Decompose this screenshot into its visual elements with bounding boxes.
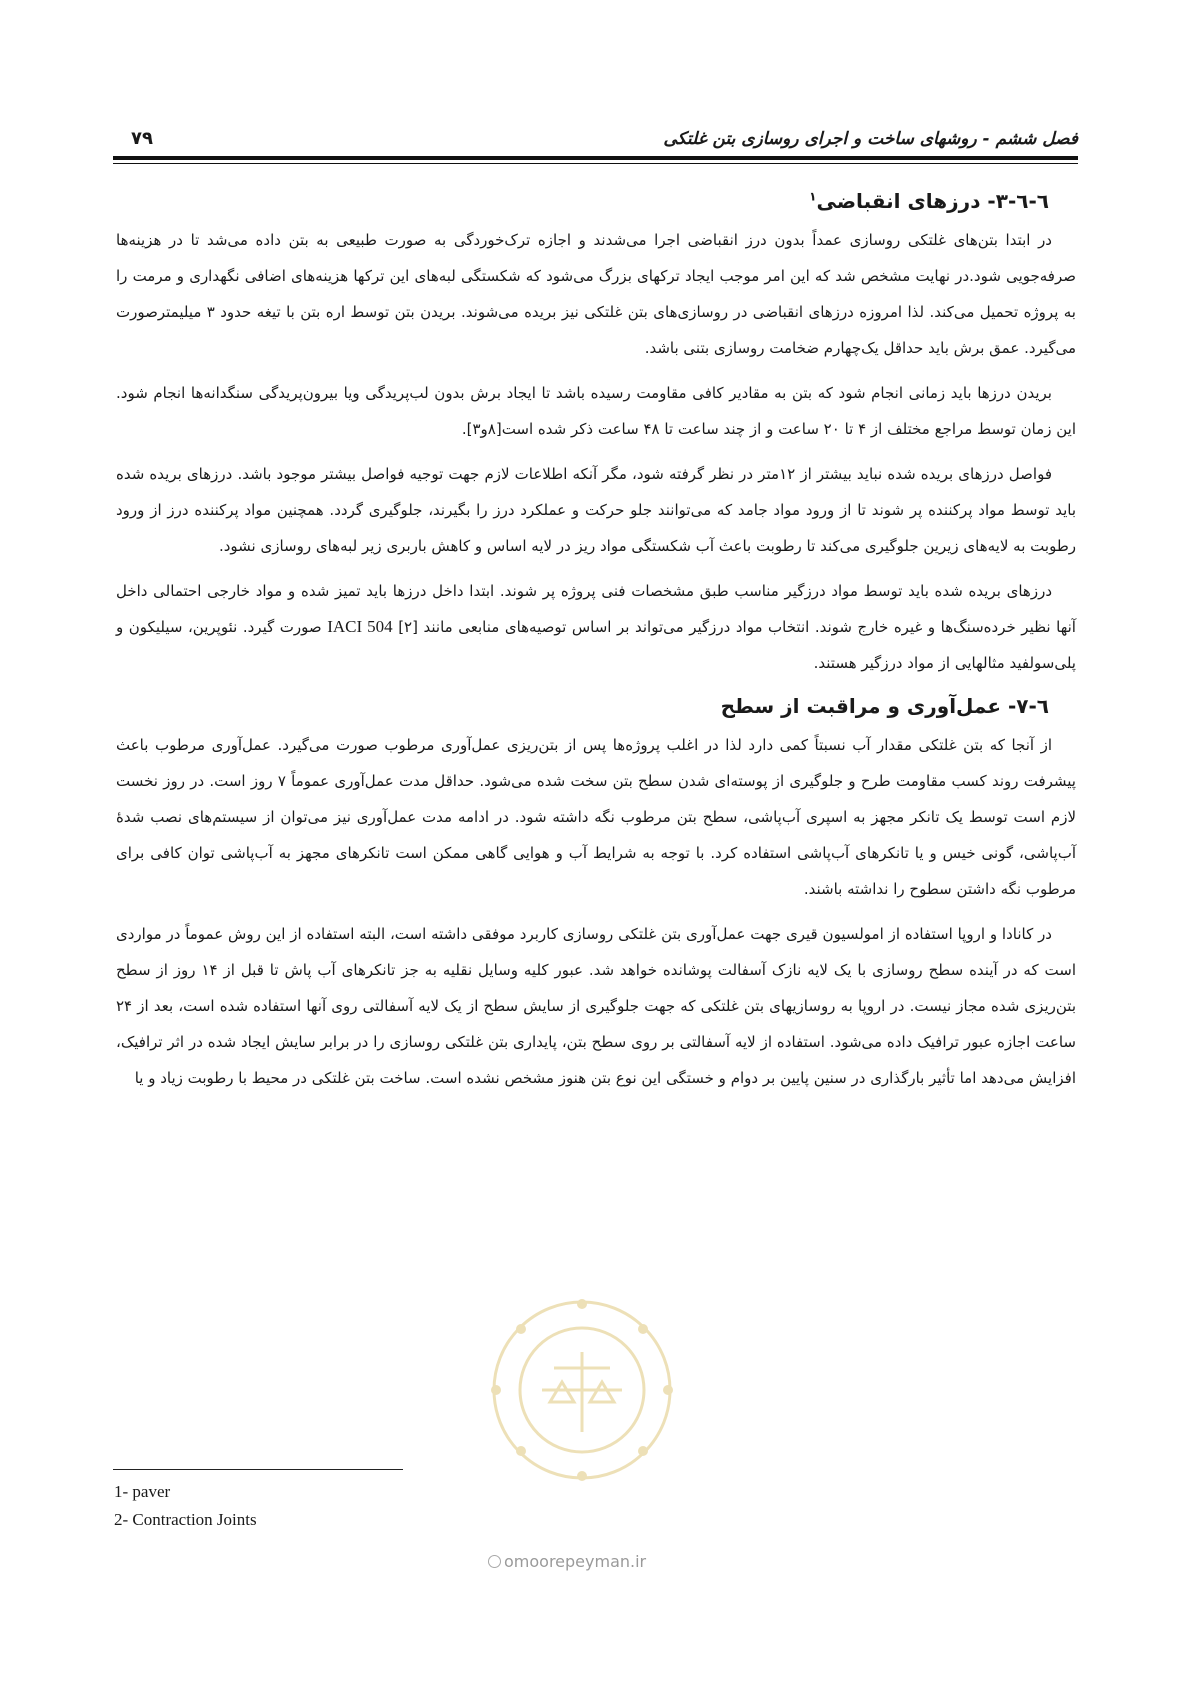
section-heading-curing: ٦-٧- عمل‌آوری و مراقبت از سطح — [720, 694, 1049, 718]
paragraph: از آنجا که بتن غلتکی مقدار آب نسبتاً کمی دارد لذا در اغلب پروژه‌ها پس از بتن‌ریزی عمل‌آوری مرطوب صورت می‌گیرد. عمل‌آوری مرطوب باعث پیشرفت روند کسب مقاومت طرح و جلوگیری از پوسته‌ای شدن سطح بتن سخت شده می‌شود. حداقل مدت عمل‌آوری عموماً ۷ روز است. در روز نخست لازم است توسط یک تانکر مجهز به اسپری آب‌پاشی، سطح بتن مرطوب نگه داشته شود. در ادامه مدت عمل‌آوری نیز می‌توان از سیستم‌های نصب شدهٔ آب‌پاشی، گونی خیس و یا تانکرهای آب‌پاشی استفاده کرد. با توجه به شرایط آب و هوایی گاهی ممکن است تانکرهای مجهز به آب‌پاشی توان کافی برای مرطوب نگه داشتن سطوح را نداشته باشند. — [116, 736, 1076, 898]
paragraph: در کانادا و اروپا استفاده از امولسیون قیری جهت عمل‌آوری بتن غلتکی روسازی کاربرد موفقی داشته است، البته استفاده از این روش عموماً در مواردی است که در آینده سطح روسازی با یک لایه نازک آسفالت پوشانده خواهد شد. عبور کلیه وسایل نقلیه به جز تانکرهای آب پاش تا قبل از ۱۴ روز از سطح بتن‌ریزی شده مجاز نیست. در اروپا به روسازیهای بتن غلتکی که جهت جلوگیری از سایش سطح از یک لایه آسفالتی روی آنها استفاده شده است، بعد از ۲۴ ساعت اجازه عبور ترافیک داده می‌شود. استفاده از لایه آسفالتی بر روی سطح بتن، پایداری بتن غلتکی روسازی را در برابر سایش ایجاد شده در اثر ترافیک، افزایش می‌دهد اما تأثیر بارگذاری در سنین پایین بر دوام و خستگی این نوع بتن هنوز مشخص نشده است. ساخت بتن غلتکی در محیط با رطوبت زیاد و یا — [116, 925, 1076, 1087]
footnote-ref: ۱ — [809, 189, 817, 204]
watermark-logo — [482, 1290, 682, 1490]
header-rule-thick — [113, 156, 1078, 160]
footnote-rule — [113, 1469, 403, 1470]
chapter-title: فصل ششم - روشهای ساخت و اجرای روسازی بتن غلتکی — [663, 129, 1078, 149]
page-number: ۷۹ — [131, 128, 153, 149]
paragraph: درزهای بریده شده باید توسط مواد درزگیر مناسب طبق مشخصات فنی پروژه پر شوند. ابتدا داخل درزها باید تمیز شده و مواد خارجی احتمالی داخل آنها نظیر خرده‌سنگ‌ها و غیره خارج شوند. انتخاب مواد درزگیر می‌تواند بر اساس توصیه‌های منابعی مانند IACI 504 [۲] صورت گیرد. نئوپرین، سیلیکون و پلی‌سولفید مثالهایی از مواد درزگیر هستند. — [116, 582, 1076, 672]
footnote-1: 1- paver — [114, 1482, 171, 1501]
running-header — [113, 128, 1078, 158]
footnote-2: 2- Contraction Joints — [114, 1510, 257, 1529]
body-text — [116, 186, 1076, 1105]
citation-code: IACI 504 — [327, 617, 393, 636]
globe-icon — [488, 1555, 501, 1568]
watermark-url: omoorepeyman.ir — [488, 1552, 646, 1571]
paragraph: فواصل درزهای بریده شده نباید بیشتر از ۱۲متر در نظر گرفته شود، مگر آنکه اطلاعات لازم جهت توجیه فواصل بیشتر موجود باشد. درزهای بریده شده باید توسط مواد پرکننده پر شوند تا از ورود مواد جامد که می‌توانند جلو حرکت و عملکرد درز را بگیرند، جلوگیری گردد. همچنین مواد پرکننده درز از ورود رطوبت به لایه‌های زیرین جلوگیری می‌کند تا رطوبت باعث آب شکستگی مواد ریز در لایه اساس و کاهش باربری زیر لبه‌های روسازی نشود. — [116, 465, 1076, 555]
footnotes — [114, 1478, 257, 1534]
paragraph: در ابتدا بتن‌های غلتکی روسازی عمداً بدون درز انقباضی اجرا می‌شدند و اجازه ترک‌خوردگی به صورت طبیعی به بتن داده می‌شد تا در هزینه‌ها صرفه‌جویی شود.در نهایت مشخص شد که این امر موجب ایجاد ترکهای بزرگ می‌شود که شکستگی لبه‌های این ترکها هزینه‌های اضافی نگهداری و مرمت را به پروژه تحمیل می‌کند. لذا امروزه درزهای انقباضی در روسازی‌های بتن غلتکی نیز بریده می‌شوند. بریدن بتن توسط اره بتن با تیغه حدود ۳ میلیمترصورت می‌گیرد. عمق برش باید حداقل یک‌چهارم ضخامت روسازی بتنی باشد. — [116, 231, 1076, 357]
header-rule-thin — [113, 163, 1078, 164]
paragraph: بریدن درزها باید زمانی انجام شود که بتن به مقادیر کافی مقاومت رسیده باشد تا ایجاد برش بدون لب‌پریدگی ویا بیرون‌پریدگی سنگدانه‌ها انجام شود. این زمان توسط مراجع مختلف از ۴ تا ۲۰ ساعت و از چند ساعت تا ۴۸ ساعت ذکر شده است[۸و۳]. — [116, 384, 1076, 438]
section-heading-contraction-joints: ٦-٦-٣- درزهای انقباضی$^۱$ — [809, 189, 1049, 213]
